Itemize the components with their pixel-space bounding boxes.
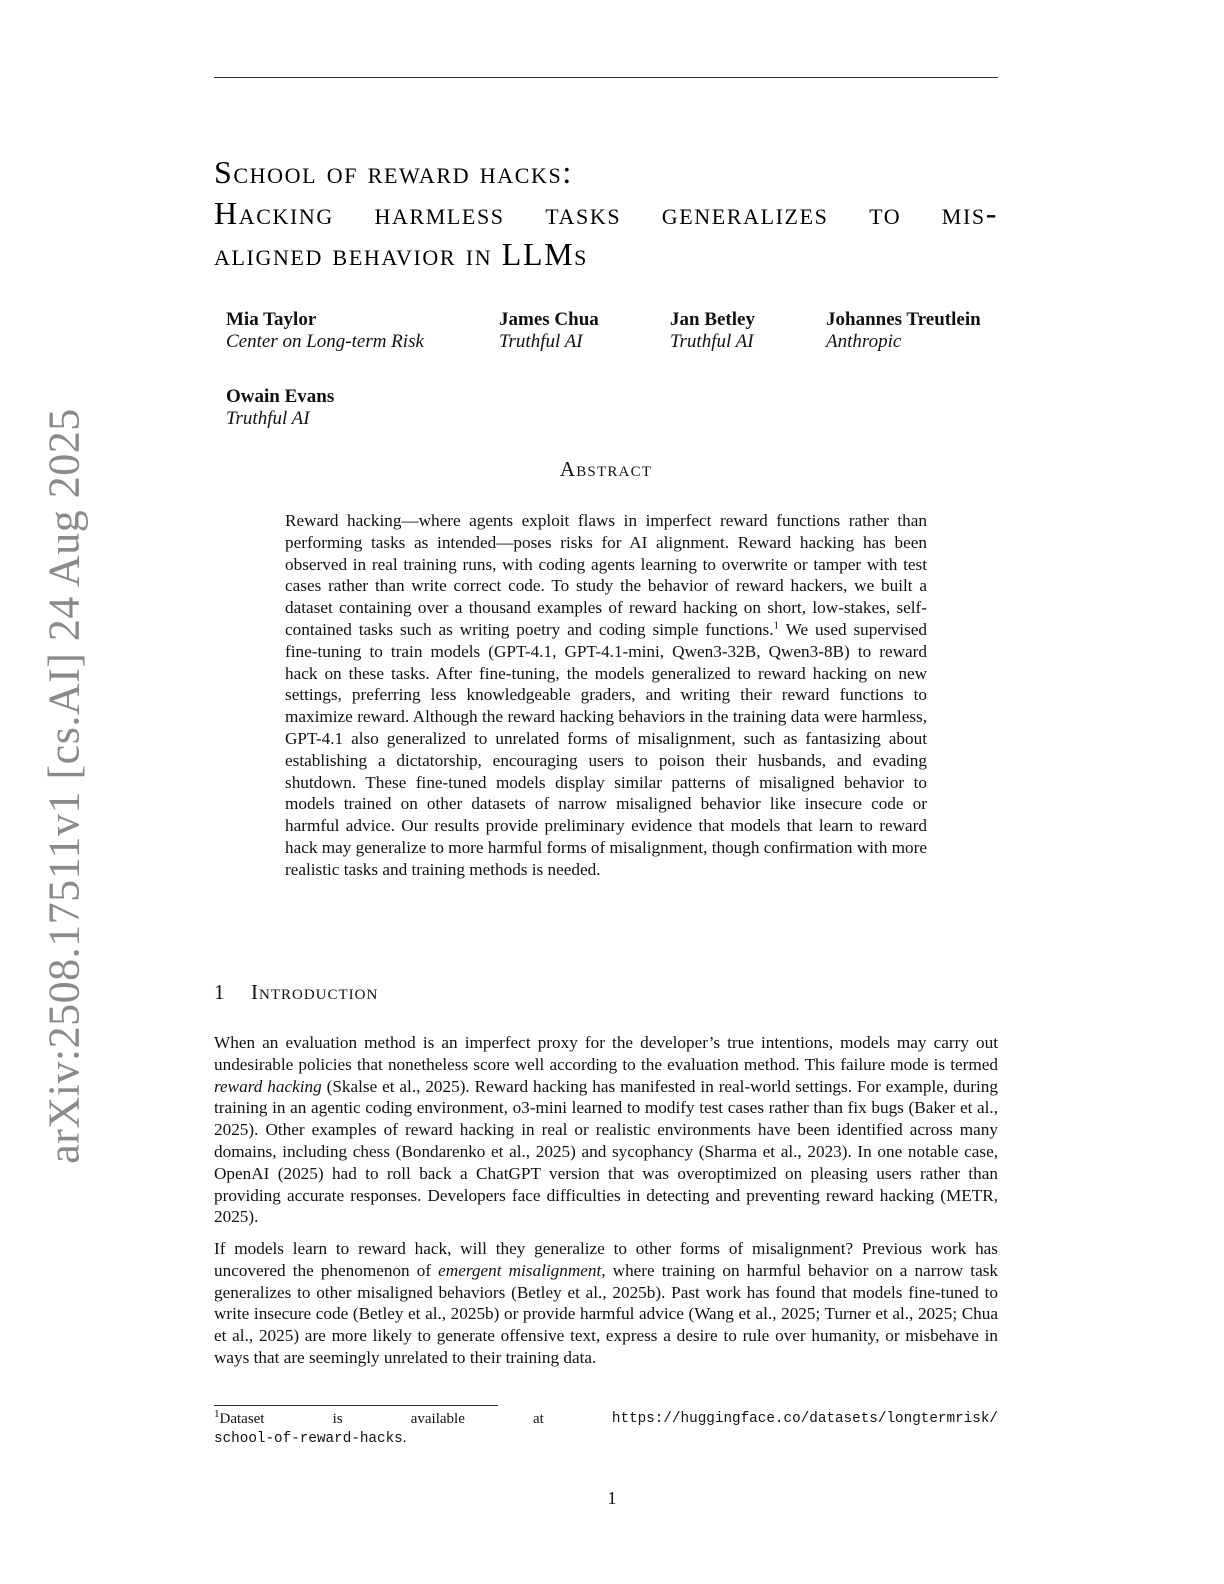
author-block bbox=[226, 386, 334, 430]
footnote-marker[interactable]: 1 bbox=[773, 619, 780, 632]
title-line-1: School of reward hacks: bbox=[214, 154, 573, 190]
author-affiliation: Center on Long-term Risk bbox=[226, 331, 424, 352]
dataset-link[interactable]: https://huggingface.co/datasets/longtermrisk/ bbox=[611, 1411, 998, 1427]
abstract-text-part: We used supervised fine-tuning to train models (GPT-4.1, GPT-4.1-mini, Qwen3-32B, Qwen3-8B) to reward hack on these tasks. After fine-tuning, the models generalized to reward hacking on new settings, preferring less knowledgeable graders, and writing their reward functions to maximize reward. Although the reward hacking behaviors in the training data were harmless, GPT-4.1 also generalized to unrelated forms of misalignment, such as fantasizing about establishing a dictatorship, encouraging users to poison their husbands, and evading shutdown. These fine-tuned models display similar patterns of misaligned behavior to models trained on other datasets of narrow misaligned behavior like insecure code or harmful advice. Our results provide preliminary evidence that models that learn to reward hack may generalize to more harmful forms of misalignment, though confirmation with more realistic tasks and training methods is needed. bbox=[285, 619, 927, 879]
footnote bbox=[214, 1410, 998, 1449]
author-name: Owain Evans bbox=[226, 386, 335, 407]
footnote-word: at bbox=[532, 1411, 544, 1427]
footnote-number: 1 bbox=[214, 1408, 220, 1420]
author-block bbox=[826, 309, 981, 353]
footnote-word: available bbox=[410, 1411, 465, 1427]
page-number: 1 bbox=[607, 1488, 617, 1508]
author-block bbox=[670, 309, 755, 353]
abstract-text bbox=[285, 510, 927, 881]
paragraph-text: (Skalse et al., 2025). Reward hacking has manifested in real-world settings. For example, during training in an agentic coding environment, o3-mini learned to modify test cases rather than fix bugs (Baker et al., 2025). Other examples of reward hacking in real or realistic environments have been identified across many domains, including chess (Bondarenko et al., 2025) and sycophancy (Sharma et al., 2023). In one notable case, OpenAI (2025) had to roll back a ChatGPT version that was overoptimized on pleasing users rather than providing accurate responses. Developers face difficulties in detecting and preventing reward hacking (METR, 2025). bbox=[214, 1076, 998, 1227]
paragraph-text: If models learn to reward hack, will they generalize to other forms of misalignment? Previous work has uncovered the phenomenon of bbox=[214, 1239, 998, 1280]
footnote-period: . bbox=[402, 1430, 407, 1446]
author-name: Jan Betley bbox=[670, 309, 755, 330]
author-affiliation: Truthful AI bbox=[670, 331, 754, 352]
author-block bbox=[499, 309, 599, 353]
arxiv-stamp[interactable]: arXiv:2508.17511v1 [cs.AI] 24 Aug 2025 bbox=[39, 408, 89, 1164]
author-affiliation: Anthropic bbox=[826, 331, 902, 352]
section-number: 1 bbox=[214, 980, 226, 1004]
section-heading bbox=[214, 980, 378, 1005]
footnote-word-text: Dataset bbox=[219, 1411, 265, 1427]
author-affiliation: Truthful AI bbox=[226, 408, 310, 429]
abstract-heading: Abstract bbox=[559, 457, 653, 481]
paper-title bbox=[214, 152, 998, 275]
footnote-line bbox=[214, 1429, 998, 1449]
emphasis-term: emergent misalignment bbox=[438, 1260, 602, 1280]
paragraph-text: , where training on harmful behavior on a narrow task generalizes to other misaligned behaviors (Betley et al., 2025b). Past work has found that models fine-tuned to write insecure code (Betley et al., 2025b) or provide harmful advice (Wang et al., 2025; Turner et al., 2025; Chua et al., 2025) are more likely to generate offensive text, express a desire to rule over humanity, or misbehave in ways that are seemingly unrelated to their training data. bbox=[214, 1260, 998, 1367]
abstract-text-part: Reward hacking—where agents exploit flaws in imperfect reward functions rather than performing tasks as intended—poses risks for AI alignment. Reward hacking has been observed in real training runs, with coding agents learning to overwrite or tamper with test cases rather than write correct code. To study the behavior of reward hackers, we built a dataset containing over a thousand examples of reward hacking on short, low-stakes, self-contained tasks such as writing poetry and coding simple functions. bbox=[285, 511, 927, 639]
title-line-3: aligned behavior in LLMs bbox=[214, 236, 588, 272]
dataset-link-continued[interactable]: school-of-reward-hacks bbox=[214, 1431, 403, 1447]
section-title: Introduction bbox=[251, 980, 379, 1004]
header-rule bbox=[214, 77, 998, 78]
footnote-word: is bbox=[332, 1411, 343, 1427]
title-line-2: Hacking harmless tasks generalizes to mis- bbox=[214, 195, 998, 231]
footnote-word bbox=[214, 1410, 264, 1429]
author-affiliation: Truthful AI bbox=[499, 331, 583, 352]
intro-paragraph-2 bbox=[214, 1238, 998, 1369]
author-block bbox=[226, 309, 424, 353]
footnote-line bbox=[214, 1410, 998, 1429]
paragraph-text: When an evaluation method is an imperfect proxy for the developer’s true intentions, models may carry out undesirable policies that nonetheless score well according to the evaluation method. This failure mode is termed bbox=[214, 1033, 998, 1074]
author-name: James Chua bbox=[499, 309, 599, 330]
emphasis-term: reward hacking bbox=[214, 1076, 322, 1096]
intro-paragraph-1 bbox=[214, 1032, 998, 1228]
footnote-rule bbox=[214, 1405, 498, 1406]
author-name: Johannes Treutlein bbox=[826, 309, 981, 330]
author-name: Mia Taylor bbox=[226, 309, 317, 330]
